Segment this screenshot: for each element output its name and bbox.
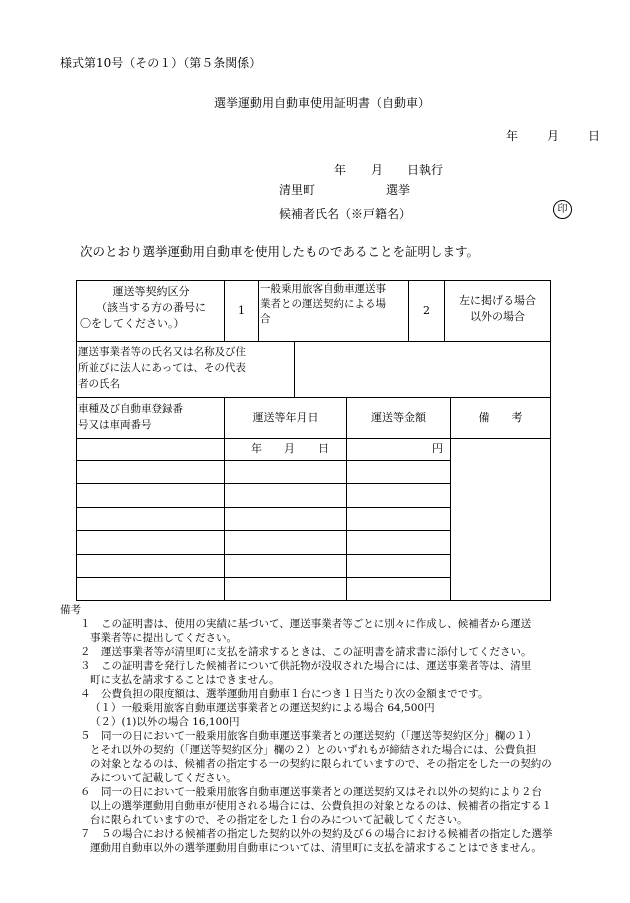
operator-line1: 運送事業者等の氏名又は名称及び住 bbox=[78, 346, 246, 358]
candidate-name-label: 候補者氏名（※戸籍名） bbox=[279, 207, 412, 221]
option2-line2: 以外の場合 bbox=[470, 310, 525, 323]
note-3-cont: 町に支払を請求することはできません。 bbox=[90, 674, 280, 686]
date-month: 月 bbox=[547, 129, 560, 143]
option1-line2: 業者との運送契約による場 bbox=[260, 298, 386, 310]
option1-line1: 一般乗用旅客自動車運送事 bbox=[260, 283, 386, 295]
option1-text bbox=[260, 282, 408, 327]
note-2: ２ 運送事業者等が清里町に支払を請求するときは、この証明書を請求書に添付してください。 bbox=[80, 646, 532, 658]
date-year: 年 bbox=[506, 129, 519, 143]
certification-text: 次のとおり選挙運動用自動車を使用したものであることを証明します。 bbox=[80, 244, 480, 259]
remarks-header: 備 考 bbox=[478, 411, 523, 424]
unit-year: 年 bbox=[251, 442, 262, 455]
notes-section bbox=[60, 603, 605, 855]
note-6: ６ 同一の日において一般乗用旅客自動車運送事業者との運送契約又はそれ以外の契約により２台 bbox=[80, 786, 542, 798]
note-4-item2: （２）(1)以外の場合 16,100円 bbox=[90, 716, 240, 728]
unit-yen: 円 bbox=[432, 442, 443, 455]
note-5-cont3: みについて記載してください。 bbox=[90, 772, 237, 784]
vehicle-header bbox=[78, 401, 224, 433]
option2-text bbox=[446, 293, 549, 325]
contract-type-line3: 〇をしてください。） bbox=[80, 317, 185, 330]
note-5-cont2: の対象となるのは、候補者の指定する一の契約に限られていますので、その指定をした一の契約の bbox=[90, 758, 552, 770]
operator-line2: 所並びに法人にあっては、その代表 bbox=[78, 362, 246, 374]
note-7: ７ ５の場合における候補者の指定した契約以外の契約及び６の場合における候補者の指定した選挙 bbox=[80, 828, 553, 840]
unit-month: 月 bbox=[284, 442, 295, 455]
election-day: 日執行 bbox=[407, 163, 444, 177]
option1-line3: 合 bbox=[260, 313, 271, 325]
form-number: 様式第10号（その１）（第５条関係） bbox=[60, 56, 262, 70]
date-day: 日 bbox=[588, 129, 601, 143]
note-1: １ この証明書は、使用の実績に基づいて、運送事業者等ごとに別々に作成し、候補者から運送 bbox=[80, 618, 532, 630]
note-6-cont2: 台に限られていますので、その指定をした１台のみについて記載してください。 bbox=[90, 814, 468, 826]
note-6-cont1: 以上の選挙運動用自動車が使用される場合には、公費負担の対象となるのは、候補者の指定する１ bbox=[90, 800, 552, 812]
amount-header: 運送等金額 bbox=[371, 411, 426, 424]
election-label: 選挙 bbox=[386, 183, 411, 197]
election-month: 月 bbox=[371, 163, 384, 177]
election-year: 年 bbox=[334, 163, 347, 177]
option1-number[interactable]: 1 bbox=[238, 304, 245, 317]
note-4: ４ 公費負担の限度額は、選挙運動用自動車１台につき１日当たり次の金額までです。 bbox=[80, 688, 489, 700]
option2-number[interactable]: 2 bbox=[423, 304, 430, 317]
operator-label bbox=[78, 344, 294, 392]
unit-day: 日 bbox=[318, 442, 329, 455]
note-5-cont1: とそれ以外の契約（「運送等契約区分」欄の２）とのいずれもが締結された場合には、公費負担 bbox=[90, 744, 537, 756]
note-5: ５ 同一の日において一般乗用旅客自動車運送事業者との運送契約（「運送等契約区分」欄の１） bbox=[80, 730, 537, 742]
operator-value-field[interactable] bbox=[296, 343, 549, 396]
note-3: ３ この証明書を発行した候補者について供託物が没収された場合には、運送事業者等は、清里 bbox=[80, 660, 532, 672]
date-header: 運送等年月日 bbox=[252, 411, 319, 424]
note-7-cont: 運動用自動車以外の選挙運動用自動車については、清里町に支払を請求することはできません。 bbox=[90, 842, 542, 854]
option2-line1: 左に掲げる場合 bbox=[459, 294, 536, 307]
note-1-cont: 事業者等に提出してください。 bbox=[90, 632, 237, 644]
seal-mark: 印 bbox=[553, 200, 572, 219]
vehicle-header-line2: 号又は車両番号 bbox=[78, 419, 152, 431]
notes-heading: 備考 bbox=[60, 604, 81, 616]
vehicle-header-line1: 車種及び自動車登録番 bbox=[78, 403, 183, 415]
operator-line3: 者の氏名 bbox=[78, 378, 120, 390]
contract-type-label bbox=[80, 284, 222, 332]
election-town: 清里町 bbox=[279, 183, 316, 197]
page-title: 選挙運動用自動車使用証明書（自動車） bbox=[214, 96, 431, 110]
contract-type-line1: 運送等契約区分 bbox=[112, 285, 190, 298]
contract-type-line2: （該当する方の番号に bbox=[96, 301, 206, 314]
note-4-item1: （１）一般乗用旅客自動車運送事業者との運送契約による場合 64,500円 bbox=[90, 702, 435, 714]
